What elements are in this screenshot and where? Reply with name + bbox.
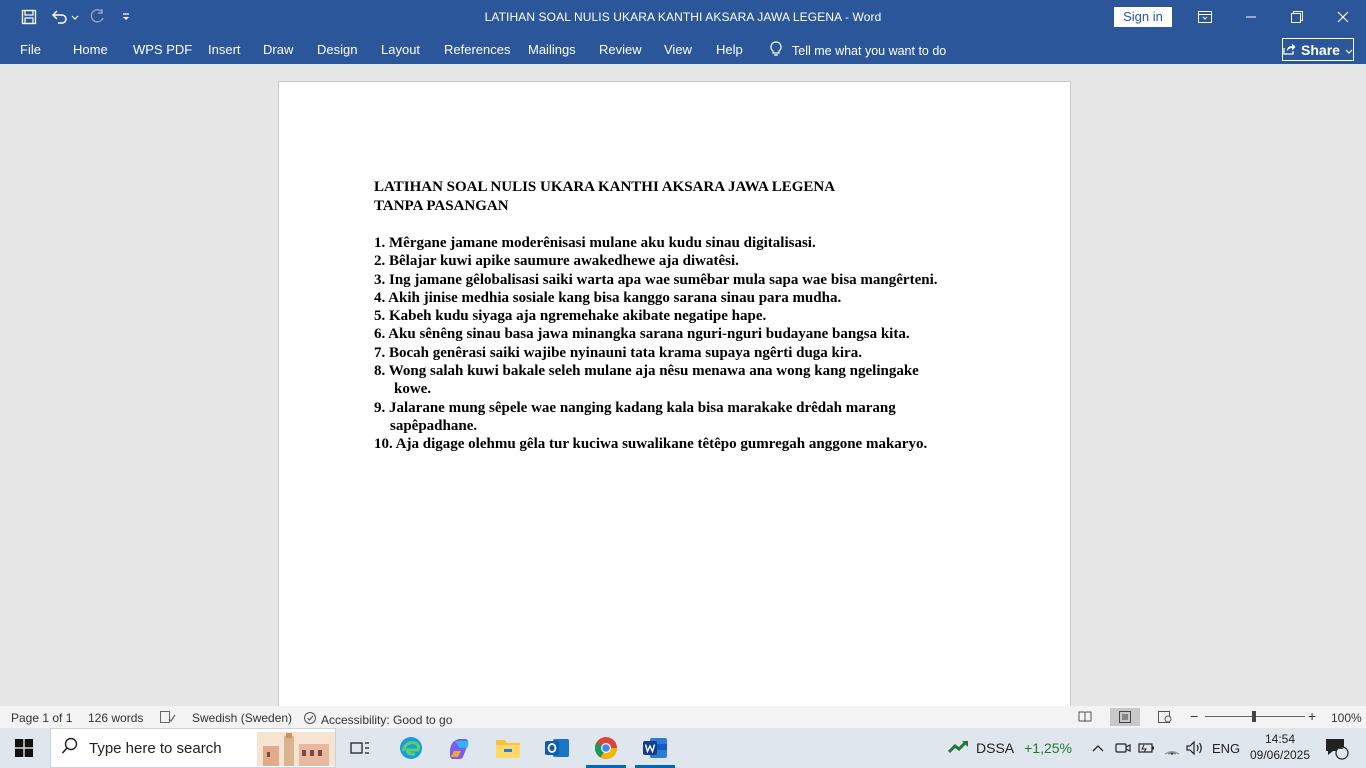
tab-wps-pdf[interactable]: WPS PDF xyxy=(133,42,193,57)
restore-icon[interactable] xyxy=(1274,0,1320,34)
tab-help[interactable]: Help xyxy=(716,42,743,57)
list-item: 1. Mêrgane jamane moderênisasi mulane aku kudu sinau digitalisasi. xyxy=(374,235,816,251)
edge-browser-icon[interactable] xyxy=(387,728,435,768)
stock-trend-icon xyxy=(948,739,970,758)
list-item: 2. Bêlajar kuwi apike saumure awakedhewe aja diwatêsi. xyxy=(374,253,739,270)
meet-now-icon[interactable] xyxy=(1115,728,1131,768)
tab-design[interactable]: Design xyxy=(317,42,358,57)
list-item: 10. Aja digage olehmu gêla tur kuciwa suwalikane têtêpo gumregah anggone makaryo. xyxy=(374,436,928,453)
list-item: 6. Aku sênêng sinau basa jawa minangka sarana nguri-nguri budayane bangsa kita. xyxy=(374,326,910,343)
redo-icon[interactable] xyxy=(88,7,106,27)
web-layout-icon[interactable] xyxy=(1150,708,1180,726)
ribbon-tabs xyxy=(0,34,1366,64)
undo-icon[interactable] xyxy=(50,7,80,27)
page-count[interactable]: Page 1 of 1 xyxy=(11,711,73,725)
share-button[interactable] xyxy=(1282,38,1354,61)
read-mode-icon[interactable] xyxy=(1070,708,1100,726)
list-item: 3. Ing jamane gêlobalisasi saiki warta apa wae sumêbar mula sapa wae bisa mangêrteni. xyxy=(374,271,938,288)
search-highlight-illustration-icon xyxy=(257,732,335,768)
word-app-icon[interactable] xyxy=(631,728,679,768)
print-layout-icon[interactable] xyxy=(1110,708,1140,726)
word-count[interactable]: 126 words xyxy=(88,711,144,725)
language-indicator[interactable]: Swedish (Sweden) xyxy=(192,711,293,725)
share-label: Share xyxy=(1301,41,1340,58)
taskbar-search[interactable] xyxy=(50,728,336,768)
input-language[interactable]: ENG xyxy=(1212,740,1241,756)
notification-center-icon[interactable] xyxy=(1322,728,1352,768)
stock-name: DSSA xyxy=(976,740,1015,756)
share-icon xyxy=(1283,42,1296,58)
tab-references[interactable]: References xyxy=(444,42,511,57)
volume-icon[interactable] xyxy=(1186,728,1204,768)
clock-date: 09/06/2025 xyxy=(1249,748,1311,762)
stock-change: +1,25% xyxy=(1024,740,1072,756)
zoom-out-icon[interactable]: − xyxy=(1190,708,1199,724)
document-body[interactable] xyxy=(374,178,994,454)
proofing-icon[interactable] xyxy=(160,711,176,723)
document-title xyxy=(374,178,994,216)
document-title-line-2: TANPA PASANGAN xyxy=(374,198,509,214)
list-item: 5. Kabeh kudu siyaga aja ngremehake akibate negatipe hape. xyxy=(374,308,767,325)
tab-file[interactable]: File xyxy=(20,42,41,57)
tab-mailings[interactable]: Mailings xyxy=(528,42,576,57)
tab-layout[interactable]: Layout xyxy=(381,42,421,57)
customize-toolbar-icon[interactable] xyxy=(120,7,132,27)
list-item: 4. Akih jinise medhia sosiale kang bisa kanggo sarana sinau para mudha. xyxy=(374,289,842,306)
clock-time: 14:54 xyxy=(1264,732,1296,746)
zoom-level[interactable]: 100% xyxy=(1331,711,1362,725)
ribbon-display-icon[interactable] xyxy=(1182,0,1228,34)
windows-start-icon[interactable] xyxy=(0,728,48,768)
tab-home[interactable]: Home xyxy=(73,42,108,57)
file-explorer-icon[interactable] xyxy=(484,728,532,768)
zoom-in-icon[interactable]: + xyxy=(1308,708,1317,724)
tab-view[interactable]: View xyxy=(664,42,692,57)
chrome-browser-icon[interactable] xyxy=(582,728,630,768)
document-title-line-1: LATIHAN SOAL NULIS UKARA KANTHI AKSARA JAWA LEGENA xyxy=(374,179,836,195)
tell-me-search[interactable] xyxy=(770,41,946,60)
show-hidden-icons-icon[interactable] xyxy=(1090,728,1106,768)
lightbulb-icon xyxy=(770,41,782,60)
document-page[interactable] xyxy=(278,81,1071,706)
accessibility-icon xyxy=(303,711,317,728)
stock-widget[interactable] xyxy=(948,728,1072,768)
close-icon[interactable] xyxy=(1320,0,1366,34)
save-icon[interactable] xyxy=(20,7,38,27)
task-view-icon[interactable] xyxy=(336,728,384,768)
accessibility-label: Accessibility: Good to go xyxy=(321,712,453,727)
search-placeholder: Type here to search xyxy=(89,739,222,757)
clock[interactable] xyxy=(1240,731,1320,763)
sign-in-button[interactable]: Sign in xyxy=(1114,7,1172,27)
list-item: 7. Bocah genêrasi saiki wajibe nyinauni tata krama supaya ngêrti duga kira. xyxy=(374,344,862,361)
tell-me-label: Tell me what you want to do xyxy=(792,43,947,58)
tab-review[interactable]: Review xyxy=(599,42,642,57)
search-icon xyxy=(61,737,79,760)
wifi-icon[interactable] xyxy=(1163,728,1181,768)
status-bar xyxy=(0,706,1366,728)
question-list xyxy=(374,234,994,454)
tab-insert[interactable]: Insert xyxy=(208,42,241,57)
outlook-icon[interactable] xyxy=(533,728,581,768)
accessibility-status[interactable] xyxy=(303,711,452,728)
chevron-down-icon xyxy=(1345,42,1353,58)
battery-plug-icon[interactable] xyxy=(1138,728,1156,768)
title-bar xyxy=(0,0,1366,34)
window-title: LATIHAN SOAL NULIS UKARA KANTHI AKSARA JAWA LEGENA - Word xyxy=(484,10,882,24)
document-canvas[interactable] xyxy=(0,64,1366,706)
minimize-icon[interactable] xyxy=(1228,0,1274,34)
zoom-slider-thumb[interactable] xyxy=(1252,711,1256,722)
copilot-icon[interactable] xyxy=(435,728,483,768)
list-item: 8. Wong salah kuwi bakale seleh mulane aja nêsu menawa ana wong kang ngelingake kowe. xyxy=(374,363,919,398)
taskbar xyxy=(0,728,1366,768)
tab-draw[interactable]: Draw xyxy=(263,42,294,57)
notification-count: 1 xyxy=(1338,741,1344,752)
list-item: 9. Jalarane mung sêpele wae nanging kadang kala bisa marakake drêdah marang sapêpadhane. xyxy=(374,399,896,434)
